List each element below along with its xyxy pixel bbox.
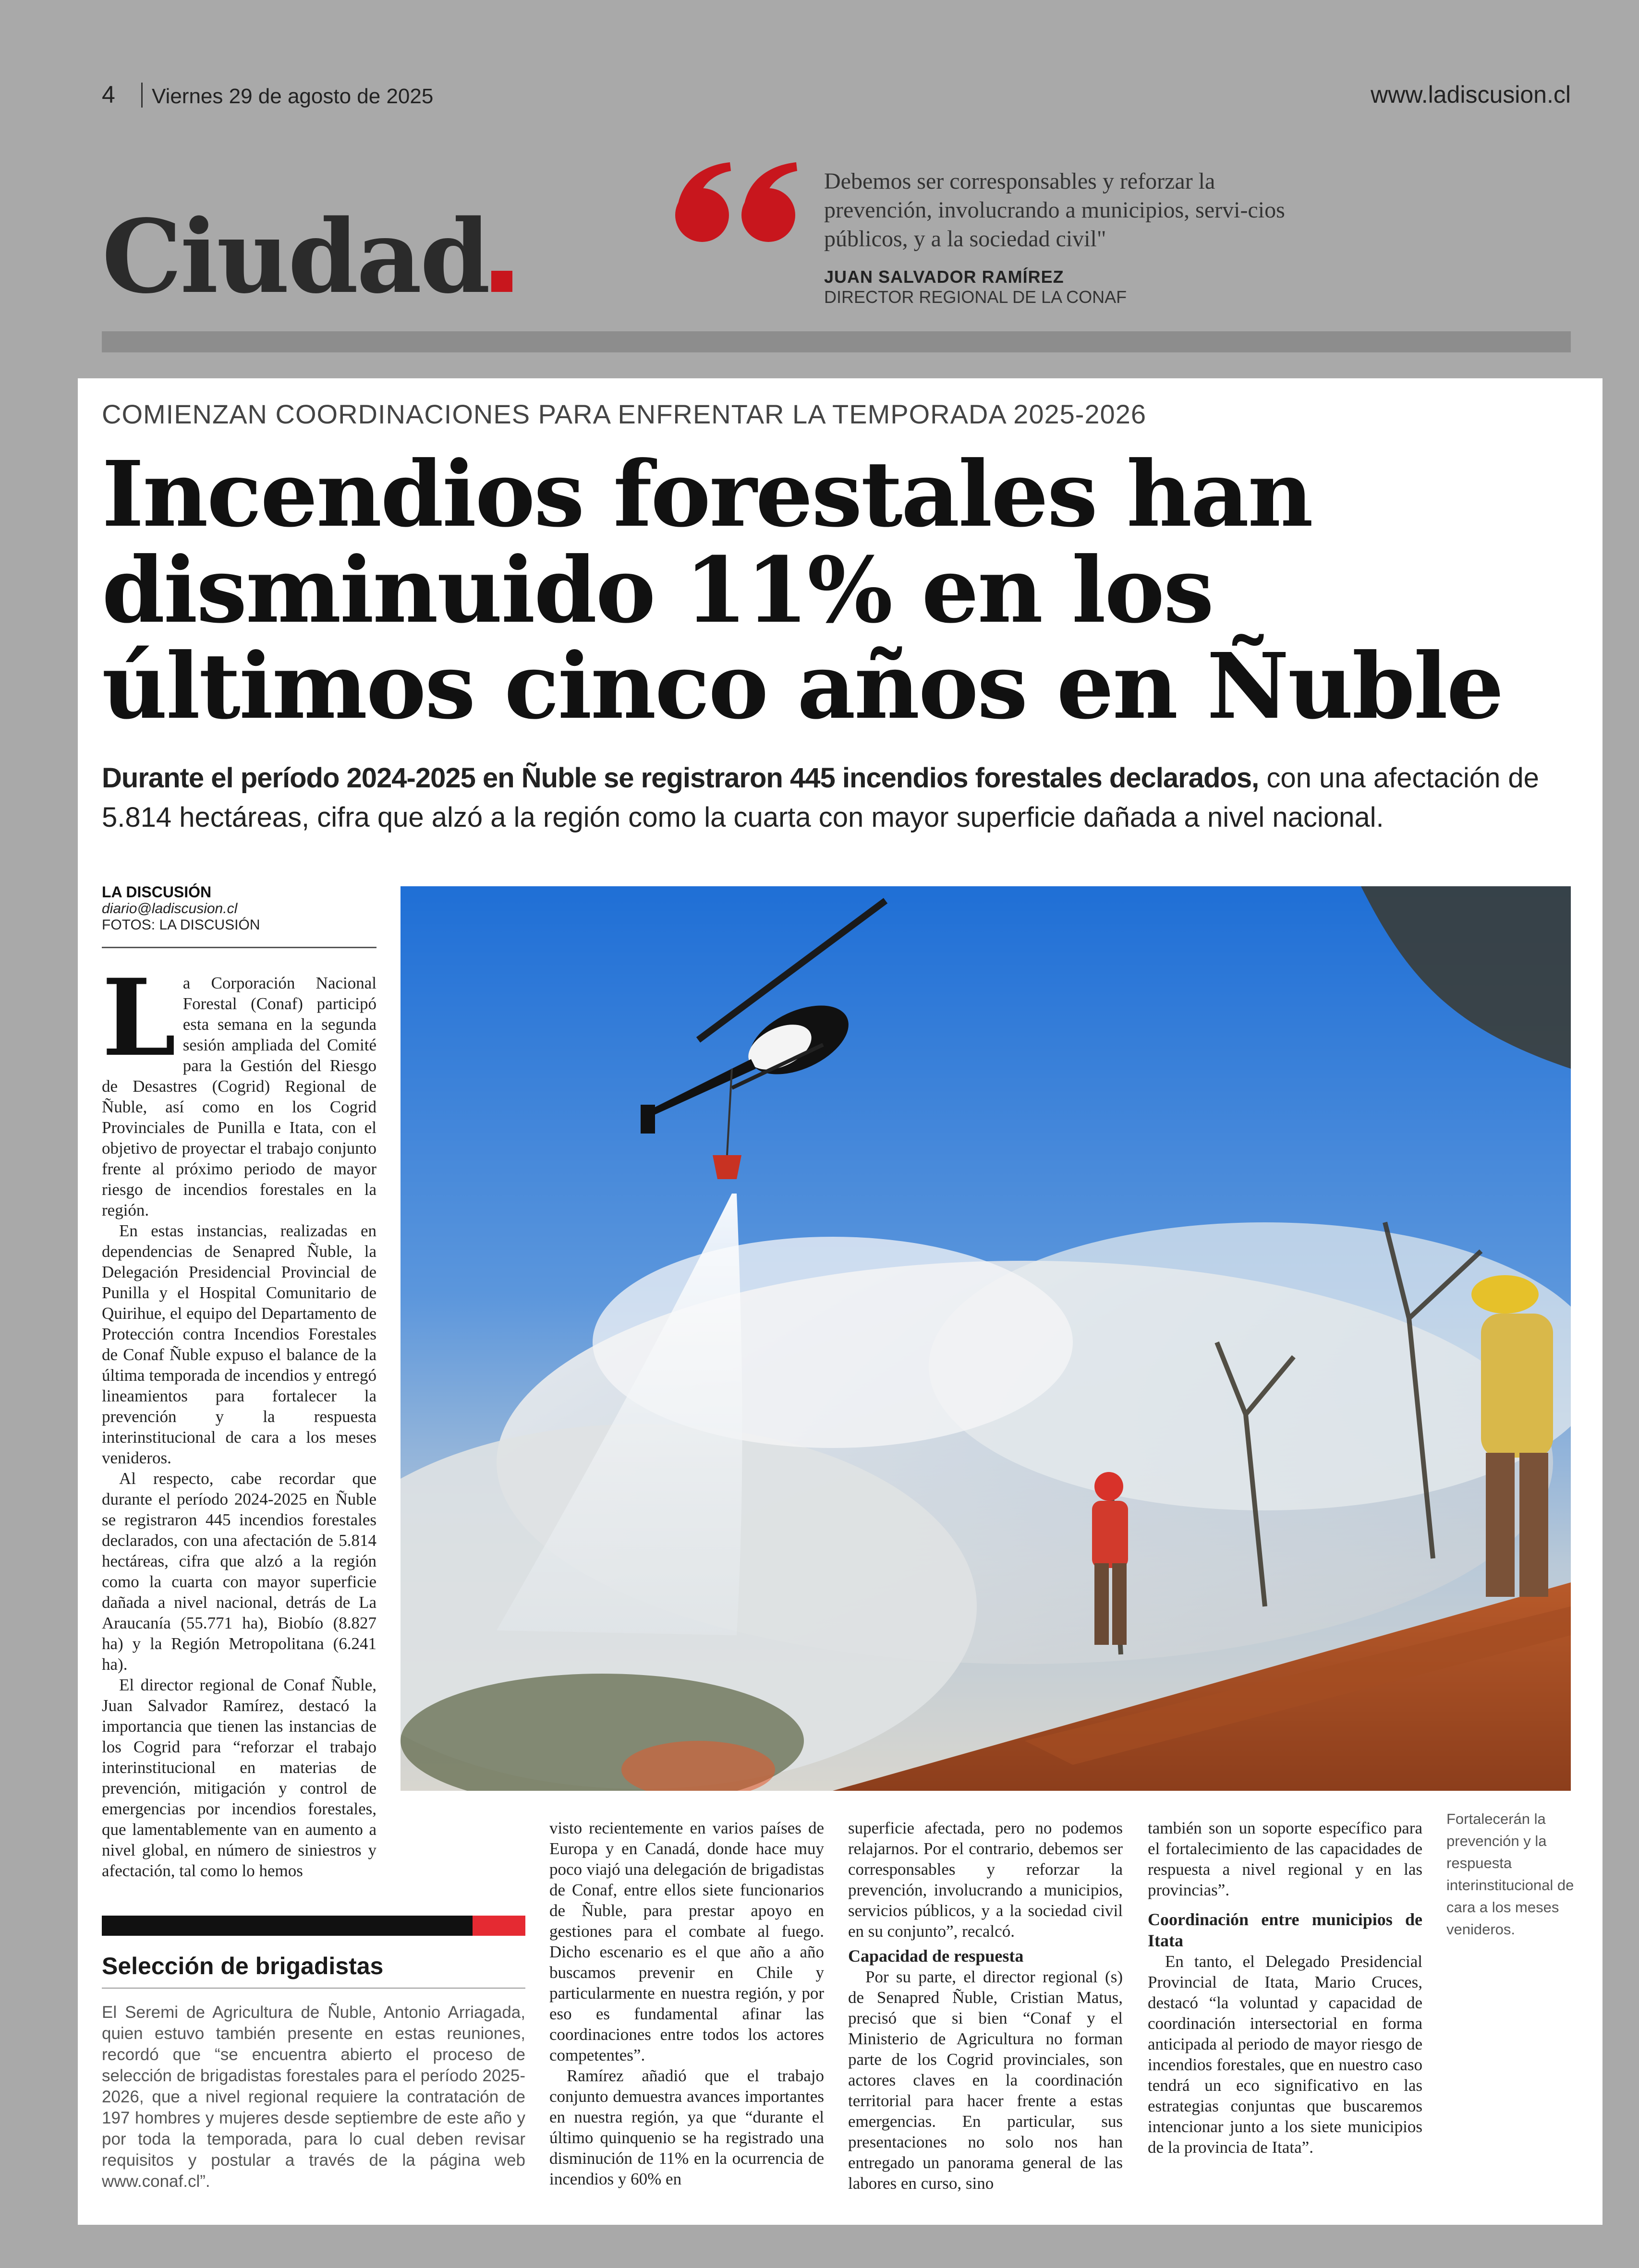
issue-date: Viernes 29 de agosto de 2025 bbox=[152, 84, 434, 108]
lead-bold: Durante el período 2024-2025 en Ñuble se registraron 445 incendios forestales declarados, bbox=[102, 762, 1259, 794]
byline-email[interactable]: diario@ladiscusion.cl bbox=[102, 901, 238, 917]
body-paragraph: En tanto, el Delegado Presidencial Provincial de Itata, Mario Cruces, destacó “la voluntad y capacidad de coordinación intersectorial en forma anticipada al periodo de mayor riesgo de incendios forestales, que en nuestro caso tendrá un eco significativo en las estrategias conjuntas que buscaremos intencionar junto a los siete municipios de la provincia de Itata”. bbox=[1148, 1952, 1422, 2157]
article-kicker: COMIENZAN COORDINACIONES PARA ENFRENTAR LA TEMPORADA 2025-2026 bbox=[102, 399, 1146, 429]
section-label: Ciudad bbox=[102, 197, 489, 316]
body-paragraph: Al respecto, cabe recordar que durante el período 2024-2025 en Ñuble se registraron 445 incendios forestales declarados, con una afectación de 5.814 hectáreas, cifra que alzó a la región como la cuarta con mayor superficie dañada a nivel nacional, detrás de La Araucanía (55.771 ha), Biobío (8.827 ha) y la Región Metropolitana (6.241 ha). bbox=[102, 1469, 376, 1674]
quotation-marks-icon bbox=[672, 158, 804, 245]
dropcap: L bbox=[102, 955, 176, 1080]
header-rule bbox=[102, 331, 1571, 352]
body-paragraph: Por su parte, el director regional (s) de Senapred Ñuble, Cristian Matus, precisó que si bien “Conaf y el Ministerio de Agricultura no forman parte de los Cogrid provinciales, son actores claves en la coordinación territorial para hacer frente a estas emergencias. En particular, sus presentaciones no solo nos han entregado un panorama general de las labores en curso, sino bbox=[848, 1967, 1123, 2193]
headline-line: últimos cinco años en Ñuble bbox=[102, 633, 1503, 739]
body-paragraph: En estas instancias, realizadas en dependencias de Senapred Ñuble, la Delegación Presidencial Provincial de Punilla y el Hospital Comunitario de Quirihue, el equipo del Departamento de Protección contra Incendios Forestales de Conaf Ñuble expuso el balance de la última temporada de incendios y entregó lineamientos para fortalecer la prevención y la respuesta interinstitucional de cara a los meses venideros. bbox=[102, 1221, 376, 1467]
byline-author: LA DISCUSIÓN bbox=[102, 883, 212, 901]
body-paragraph: también son un soporte específico para el fortalecimiento de las capacidades de respuesta a nivel regional y en las provincias”. bbox=[1148, 1819, 1422, 1899]
subheading: Capacidad de respuesta bbox=[848, 1946, 1024, 1966]
photo-caption: Fortalecerán la prevención y la respuesta interinstitucional de cara a los meses venideros. bbox=[1446, 1810, 1574, 1938]
body-paragraph: a Corporación Nacional Forestal (Conaf) participó esta semana en la segunda sesión ampliada del Comité para la Gestión del Riesgo de Desastres (Cogrid) Regional de Ñuble, así como en los Cogrid Provinciales de Punilla e Itata, con el objetivo de proyectar el trabajo conjunto frente al próximo periodo de mayor riesgo de incendios forestales en la región. bbox=[102, 974, 376, 1219]
quote-author-role: DIRECTOR REGIONAL DE LA CONAF bbox=[824, 287, 1127, 307]
website-link[interactable]: www.ladiscusion.cl bbox=[1371, 81, 1571, 108]
body-paragraph: superficie afectada, pero no podemos relajarnos. Por el contrario, debemos ser corresponsables y reforzar la prevención, involucrando a municipios, servicios públicos, y a la sociedad civil en su conjunto”, recalcó. bbox=[848, 1819, 1123, 1941]
body-column-3 bbox=[848, 1818, 1123, 2194]
date-divider bbox=[141, 83, 143, 108]
headline-line: Incendios forestales han bbox=[102, 441, 1312, 547]
sidebar-body: El Seremi de Agricultura de Ñuble, Antonio Arriagada, quien estuvo también presente en estas reuniones, recordó que “se encuentra abierto el proceso de selección de brigadistas forestales para el período 2025-2026, que a nivel regional requiere la contratación de 197 hombres y mujeres desde septiembre de este año y por toda la temporada, para lo cual deben revisar requisitos y postular a través de la página web www.conaf.cl”. bbox=[102, 2003, 525, 2191]
quote-author: JUAN SALVADOR RAMÍREZ bbox=[824, 267, 1064, 287]
body-column-4 bbox=[1148, 1818, 1422, 2158]
body-column-2 bbox=[549, 1818, 824, 2189]
byline-rule bbox=[102, 947, 376, 948]
subheading: Coordinación entre municipios de Itata bbox=[1148, 1910, 1422, 1950]
article-headline bbox=[102, 441, 1542, 739]
sidebar-bar bbox=[102, 1916, 473, 1936]
headline-line: disminuido 11% en los bbox=[102, 537, 1213, 643]
page-number: 4 bbox=[102, 81, 115, 108]
sidebar-rule bbox=[102, 1988, 525, 1989]
body-paragraph: visto recientemente en varios países de Europa y en Canadá, donde hace muy poco viajó una delegación de brigadistas de Conaf, entre ellos siete funcionarios de Ñuble, para prestar apoyo en gestiones para el combate al fuego. Dicho escenario es el que año a año buscamos prevenir en Chile y particularmente en nuestra región, y por eso es fundamental afinar las coordinaciones entre todos los actores competentes”. bbox=[549, 1819, 824, 2064]
byline-photo-credit: FOTOS: LA DISCUSIÓN bbox=[102, 917, 260, 933]
body-column-1 bbox=[102, 955, 376, 1881]
body-paragraph: Ramírez añadió que el trabajo conjunto demuestra avances importantes en nuestra región, ya que “durante el último quinquenio se ha registrado una disminución de 11% en la ocurrencia de incendios y 60% en bbox=[549, 2066, 824, 2188]
section-dot bbox=[491, 271, 512, 292]
section-title bbox=[102, 197, 512, 316]
article-lead bbox=[102, 759, 1581, 837]
wildfire-helicopter-photo bbox=[401, 886, 1571, 1791]
body-paragraph: El director regional de Conaf Ñuble, Juan Salvador Ramírez, destacó la importancia que tienen las instancias de los Cogrid para “reforzar el trabajo interinstitucional en materias de prevención, mitigación y control de emergencias por incendios forestales, que lamentablemente van en aumento a nivel global, en número de siniestros y afectación, tal como lo hemos bbox=[102, 1676, 376, 1880]
lead-rest: con una afectación de 5.814 hectáreas, cifra que alzó a la región como la cuarta con mayor superficie dañada a nivel nacional. bbox=[102, 762, 1539, 833]
sidebar-title: Selección de brigadistas bbox=[102, 1953, 384, 1979]
pull-quote-text: Debemos ser corresponsables y reforzar la prevención, involucrando a municipios, servi-cios públicos, y a la sociedad civil" bbox=[824, 169, 1285, 252]
sidebar-accent bbox=[473, 1916, 525, 1936]
